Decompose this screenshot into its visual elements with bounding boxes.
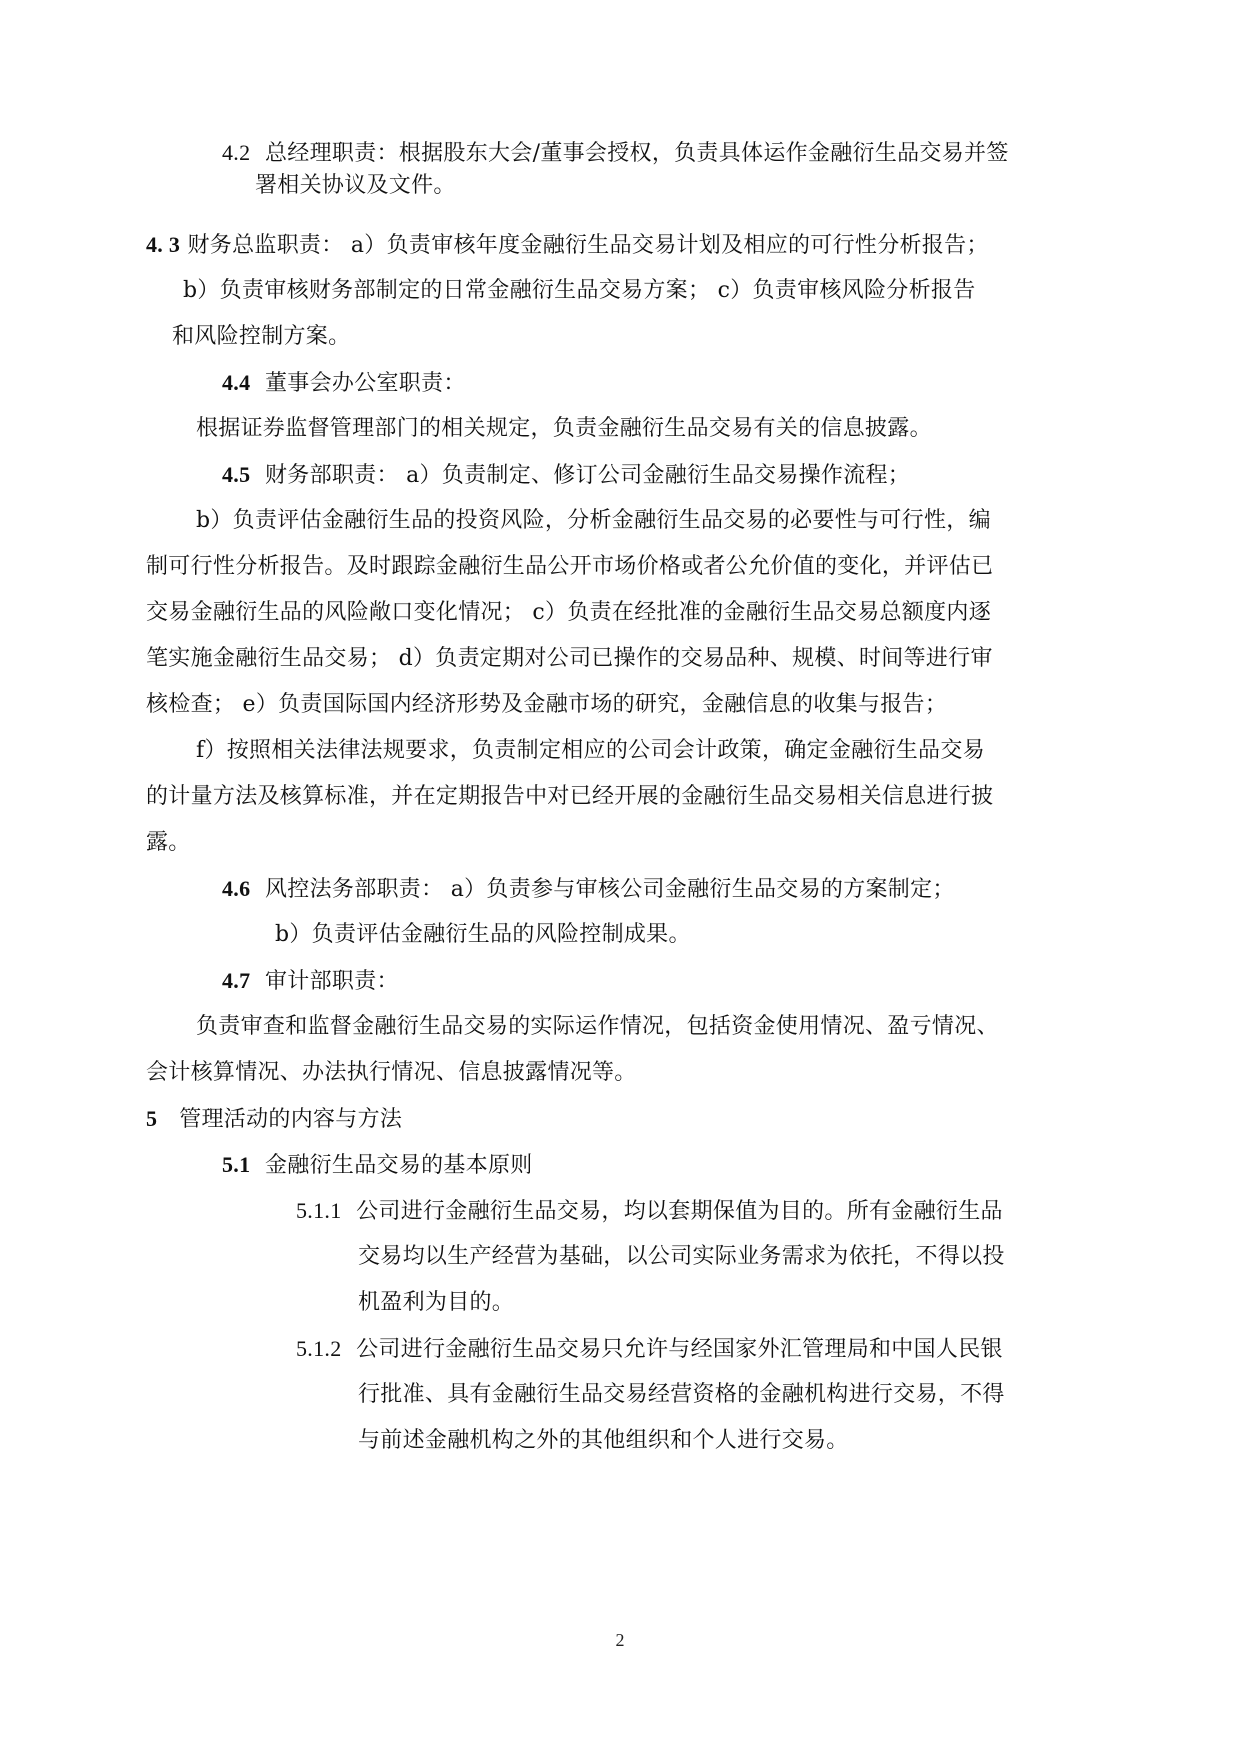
- page-number: 2: [615, 1630, 625, 1650]
- section-5-1-1-line-1: [296, 1196, 1003, 1227]
- section-5-1-1-line-2: 交易均以生产经营为基础，以公司实际业务需求为依托，不得以投: [358, 1244, 1005, 1269]
- section-4-5-line-2: b）负责评估金融衍生品的投资风险，分析金融衍生品交易的必要性与可行性，编: [196, 508, 991, 533]
- section-4-3-line-3: 和风险控制方案。: [172, 324, 351, 349]
- section-number: 5.1: [222, 1152, 251, 1177]
- section-4-4-body: 根据证券监督管理部门的相关规定，负责金融衍生品交易有关的信息披露。: [196, 416, 932, 441]
- section-5-1-2-line-2: 行批准、具有金融衍生品交易经营资格的金融机构进行交易，不得: [358, 1382, 1005, 1407]
- section-4-5-line-3: 制可行性分析报告。及时跟踪金融衍生品公开市场价格或者公允价值的变化，并评估已: [146, 554, 994, 579]
- section-4-5-line-7: f）按照相关法律法规要求，负责制定相应的公司会计政策，确定金融衍生品交易: [196, 738, 985, 763]
- section-number: 4.4: [222, 370, 251, 395]
- section-4-7-line-1: 负责审查和监督金融衍生品交易的实际运作情况，包括资金使用情况、盈亏情况、: [196, 1014, 999, 1039]
- section-title: 管理活动的内容与方法: [179, 1107, 403, 1132]
- section-text: 财务总监职责： a）负责审核年度金融衍生品交易计划及相应的可行性分析报告；: [187, 233, 989, 258]
- section-title: 金融衍生品交易的基本原则: [265, 1153, 533, 1178]
- section-4-5-line-1: [222, 460, 910, 491]
- section-number: 5.1.2: [296, 1336, 342, 1361]
- section-4-5-line-4: 交易金融衍生品的风险敞口变化情况； c）负责在经批准的金融衍生品交易总额度内逐: [146, 600, 992, 625]
- section-5-heading: [146, 1104, 402, 1135]
- section-title: 审计部职责：: [265, 969, 399, 994]
- section-title: 董事会办公室职责：: [265, 371, 466, 396]
- section-5-1-2-line-3: 与前述金融机构之外的其他组织和个人进行交易。: [358, 1428, 849, 1453]
- section-text: 公司进行金融衍生品交易，均以套期保值为目的。所有金融衍生品: [356, 1199, 1003, 1224]
- section-4-6-line-2: b）负责评估金融衍生品的风险控制成果。: [275, 922, 691, 947]
- section-4-3-line-2: b）负责审核财务部制定的日常金融衍生品交易方案； c）负责审核风险分析报告: [183, 278, 976, 303]
- section-5-1-heading: [222, 1150, 533, 1181]
- section-4-7-heading: [222, 966, 399, 997]
- section-number: 4.7: [222, 968, 251, 993]
- section-number: 4.5: [222, 462, 251, 487]
- section-4-4-heading: [222, 368, 466, 399]
- section-4-5-line-5: 笔实施金融衍生品交易； d）负责定期对公司已操作的交易品种、规模、时间等进行审: [146, 646, 993, 671]
- section-text: 财务部职责： a）负责制定、修订公司金融衍生品交易操作流程；: [265, 463, 911, 488]
- section-text: 风控法务部职责： a）负责参与审核公司金融衍生品交易的方案制定；: [265, 877, 955, 902]
- section-number: 4.6: [222, 876, 251, 901]
- section-5-1-1-line-3: 机盈利为目的。: [358, 1290, 515, 1315]
- section-4-5-line-8: 的计量方法及核算标准，并在定期报告中对已经开展的金融衍生品交易相关信息进行披: [146, 784, 994, 809]
- section-4-5-line-9: 露。: [146, 830, 191, 855]
- section-4-6-line-1: [222, 874, 955, 905]
- section-number: 5.1.1: [296, 1198, 342, 1223]
- section-4-2-line-1: [222, 138, 1009, 169]
- section-4-5-line-6: 核检查； e）负责国际国内经济形势及金融市场的研究，金融信息的收集与报告；: [146, 692, 948, 717]
- section-5-1-2-line-1: [296, 1334, 1003, 1365]
- section-number: 4.2: [222, 140, 251, 165]
- section-number: 5: [146, 1106, 158, 1131]
- section-4-3-line-1: [146, 230, 989, 261]
- section-text: 公司进行金融衍生品交易只允许与经国家外汇管理局和中国人民银: [356, 1337, 1003, 1362]
- section-number: 4. 3: [146, 232, 181, 257]
- section-4-2-line-2: 署相关协议及文件。: [255, 173, 456, 198]
- section-4-7-line-2: 会计核算情况、办法执行情况、信息披露情况等。: [146, 1060, 637, 1085]
- section-text: 总经理职责：根据股东大会/董事会授权，负责具体运作金融衍生品交易并签: [265, 141, 1009, 166]
